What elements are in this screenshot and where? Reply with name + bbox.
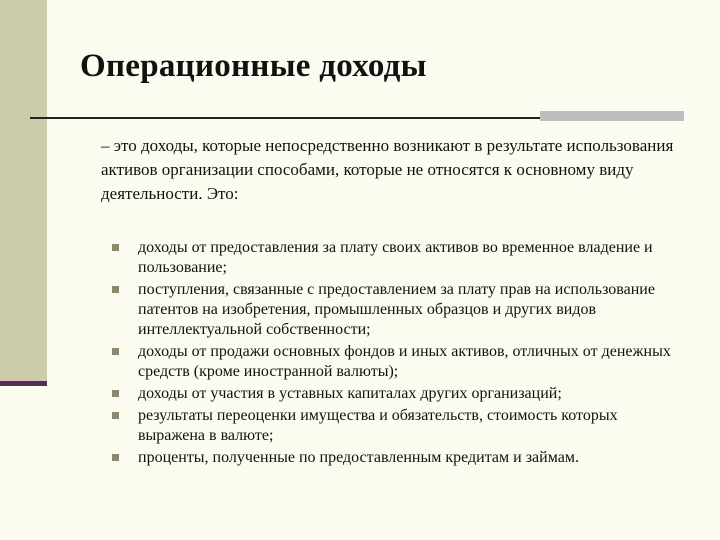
square-bullet-icon: [112, 454, 119, 461]
list-item: [112, 280, 677, 340]
square-bullet-icon: [112, 390, 119, 397]
list-item: [112, 384, 677, 404]
left-decor-bar: [0, 0, 47, 386]
square-bullet-icon: [112, 412, 119, 419]
square-bullet-icon: [112, 348, 119, 355]
square-bullet-icon: [112, 286, 119, 293]
list-item-text: доходы от участия в уставных капиталах других организаций;: [138, 385, 562, 402]
left-decor-accent: [0, 381, 47, 386]
title-rule: [30, 117, 540, 119]
list-item: [112, 342, 677, 382]
square-bullet-icon: [112, 244, 119, 251]
list-item: [112, 238, 677, 278]
slide-title: Операционные доходы: [80, 48, 427, 84]
list-item-text: доходы от предоставления за плату своих активов во временное владение и пользование;: [138, 239, 653, 276]
list-item-text: доходы от продажи основных фондов и иных активов, отличных от денежных средств (кроме иностранной валюты);: [138, 343, 671, 380]
title-rule-highlight: [540, 111, 684, 121]
list-item-text: поступления, связанные с предоставлением за плату прав на использование патентов на изобретения, промышленных образцов и других видов интеллектуальной собственности;: [138, 281, 655, 338]
intro-text: – это доходы, которые непосредственно возникают в результате использования активов организации способами, которые не относятся к основному виду деятельности. Это:: [101, 136, 674, 203]
bullet-list: [112, 238, 677, 470]
list-item: [112, 448, 677, 468]
list-item-text: проценты, полученные по предоставленным кредитам и займам.: [138, 449, 579, 466]
list-item-text: результаты переоценки имущества и обязательств, стоимость которых выражена в валюте;: [138, 407, 618, 444]
list-item: [112, 406, 677, 446]
